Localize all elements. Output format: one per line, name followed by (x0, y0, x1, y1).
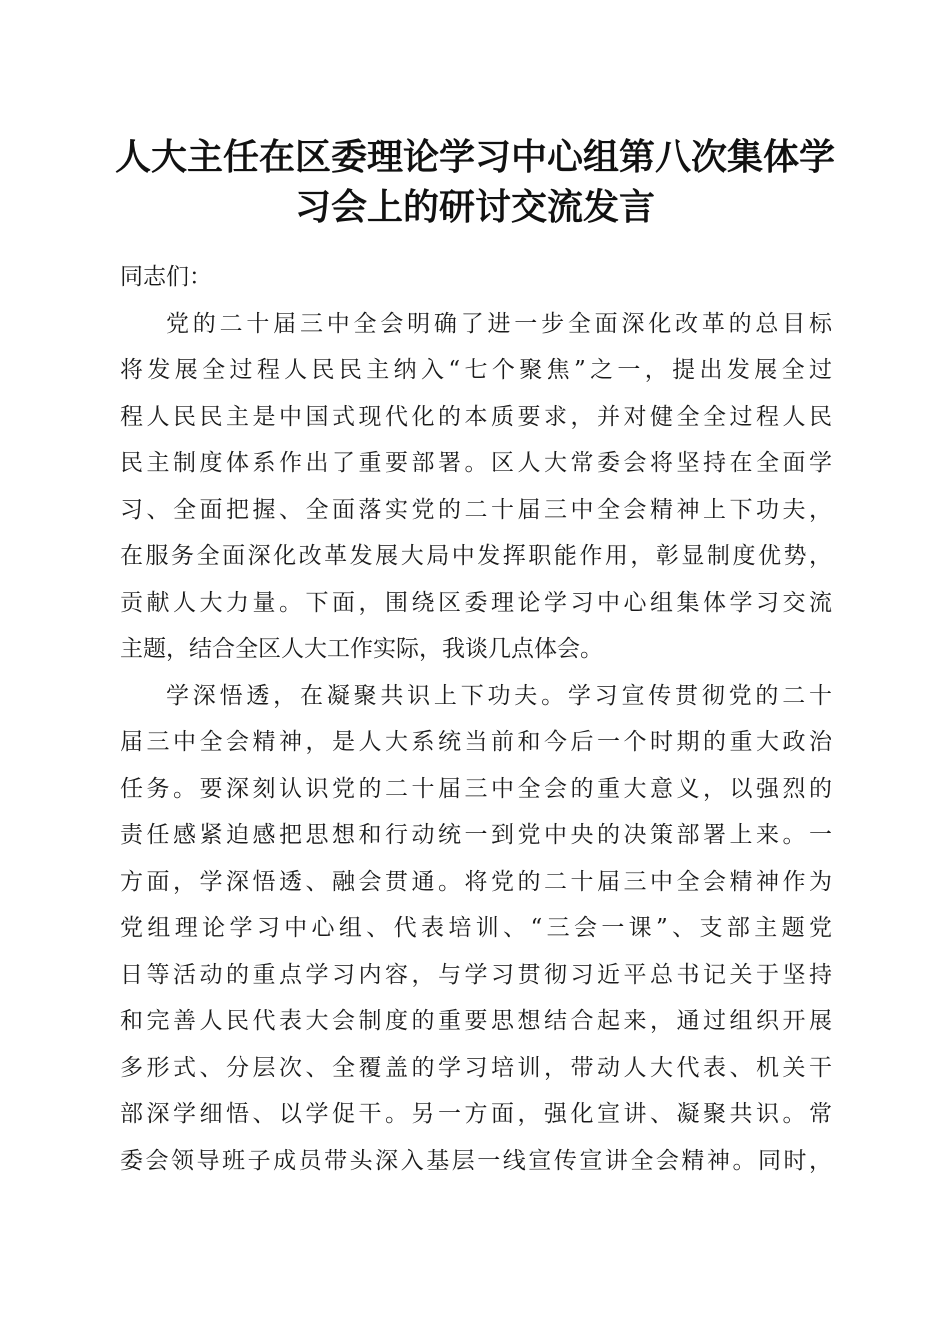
paragraph-line: 在服务全面深化改革发展大局中发挥职能作用，彰显制度优势， (120, 543, 832, 569)
paragraph-line: 任务。要深刻认识党的二十届三中全会的重大意义，以强烈的 (120, 775, 832, 802)
paragraph-2 (120, 673, 832, 1185)
paragraph-line: 习、全面把握、全面落实党的二十届三中全会精神上下功夫， (120, 496, 832, 523)
paragraph-line: 部深学细悟、以学促干。另一方面，强化宣讲、凝聚共识。常 (120, 1101, 832, 1127)
paragraph-line: 贡献人大力量。下面，围绕区委理论学习中心组集体学习交流 (120, 589, 832, 616)
paragraph-line: 责任感紧迫感把思想和行动统一到党中央的决策部署上来。一 (120, 822, 832, 848)
paragraph-line: 方面，学深悟透、融会贯通。将党的二十届三中全会精神作为 (120, 868, 832, 895)
paragraph-line: 学深悟透，在凝聚共识上下功夫。学习宣传贯彻党的二十 (166, 682, 832, 709)
paragraph-line: 多形式、分层次、全覆盖的学习培训，带动人大代表、机关干 (120, 1054, 832, 1081)
paragraph-1 (120, 301, 832, 673)
document-title (100, 132, 850, 232)
paragraph-line: 委会领导班子成员带头深入基层一线宣传宣讲全会精神。同时， (120, 1147, 832, 1174)
paragraph-line: 日等活动的重点学习内容，与学习贯彻习近平总书记关于坚持 (120, 961, 832, 988)
paragraph-line: 届三中全会精神，是人大系统当前和今后一个时期的重大政治 (120, 729, 832, 755)
paragraph-line: 民主制度体系作出了重要部署。区人大常委会将坚持在全面学 (120, 450, 832, 476)
paragraph-line: 主题，结合全区人大工作实际，我谈几点体会。 (120, 636, 603, 662)
title-line-1: 人大主任在区委理论学习中心组第八次集体学 (114, 136, 835, 178)
paragraph-line: 和完善人民代表大会制度的重要思想结合起来，通过组织开展 (120, 1008, 832, 1034)
paragraph-line: 将发展全过程人民民主纳入“七个聚焦”之一，提出发展全过 (120, 357, 832, 383)
salutation: 同志们： (120, 264, 212, 290)
paragraph-line: 程人民民主是中国式现代化的本质要求，并对健全全过程人民 (120, 403, 832, 430)
document-body (120, 254, 832, 1184)
title-line-2: 习会上的研讨交流发言 (294, 186, 655, 228)
paragraph-line: 党的二十届三中全会明确了进一步全面深化改革的总目标 (166, 310, 832, 337)
paragraph-line: 党组理论学习中心组、代表培训、“三会一课”、支部主题党 (120, 915, 832, 941)
